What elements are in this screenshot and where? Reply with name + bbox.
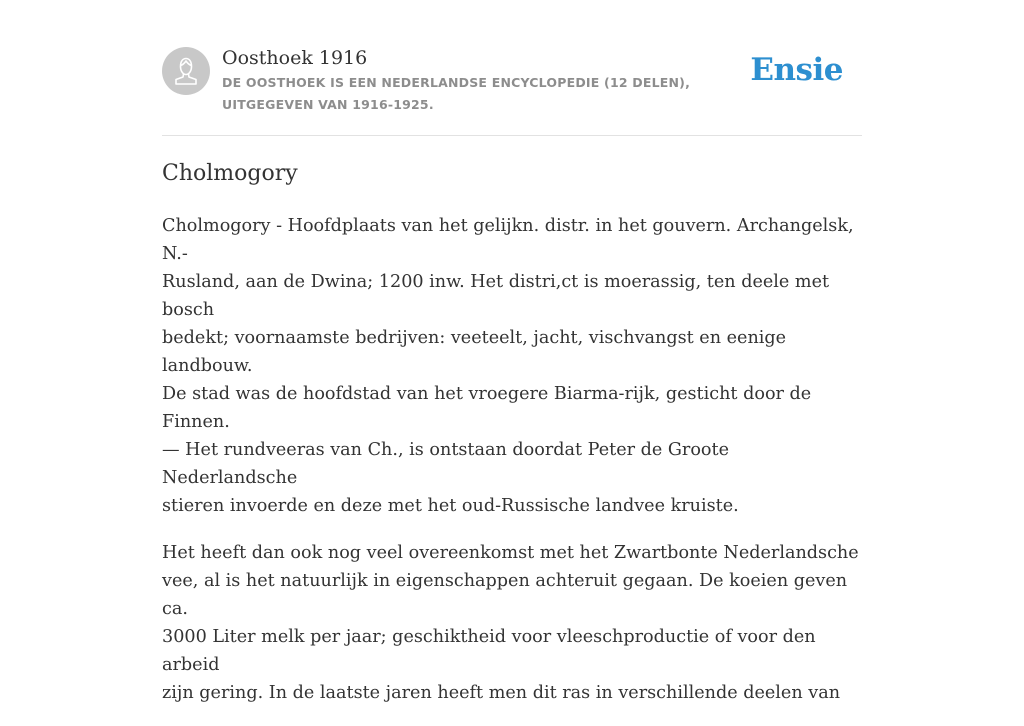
ensie-logo[interactable]: Ensie bbox=[750, 52, 843, 88]
source-description: DE OOSTHOEK IS EEN NEDERLANDSE ENCYCLOPEDIE (12 DELEN), UITGEGEVEN VAN 1916-1925. bbox=[222, 75, 691, 112]
article-paragraph: Het heeft dan ook nog veel overeenkomst met het Zwartbonte Nederlandsche vee, al is het natuurlijk in eigenschappen achteruit gegaan. De koeien geven ca. 3000 Liter melk per jaar; geschiktheid voor vleeschproductie of voor den arbeid zijn gering. In de laatste jaren heeft men dit ras in verschillende deelen van bbox=[162, 543, 859, 703]
source-header bbox=[162, 44, 862, 136]
article-body bbox=[162, 212, 862, 726]
user-silhouette-icon bbox=[162, 47, 210, 95]
source-title[interactable]: Oosthoek 1916 bbox=[222, 47, 368, 69]
article-title: Cholmogory bbox=[162, 161, 298, 186]
article-paragraph: Cholmogory - Hoofdplaats van het gelijkn. distr. in het gouvern. Archangelsk, N.- Rusland, aan de Dwina; 1200 inw. Het distri,ct is moerassig, ten deele met bosch bedekt; voornaamste bedrijven: veeteelt, jacht, vischvangst en eenige landbouw. De stad was de hoofdstad van het vroegere Biarma-rijk, gesticht door de Finnen. — Het rundveeras van Ch., is ontstaan doordat Peter de Groote Nederlandsche stieren invoerde en deze met het oud-Russische landvee kruiste. bbox=[162, 216, 854, 516]
avatar[interactable] bbox=[162, 47, 210, 95]
